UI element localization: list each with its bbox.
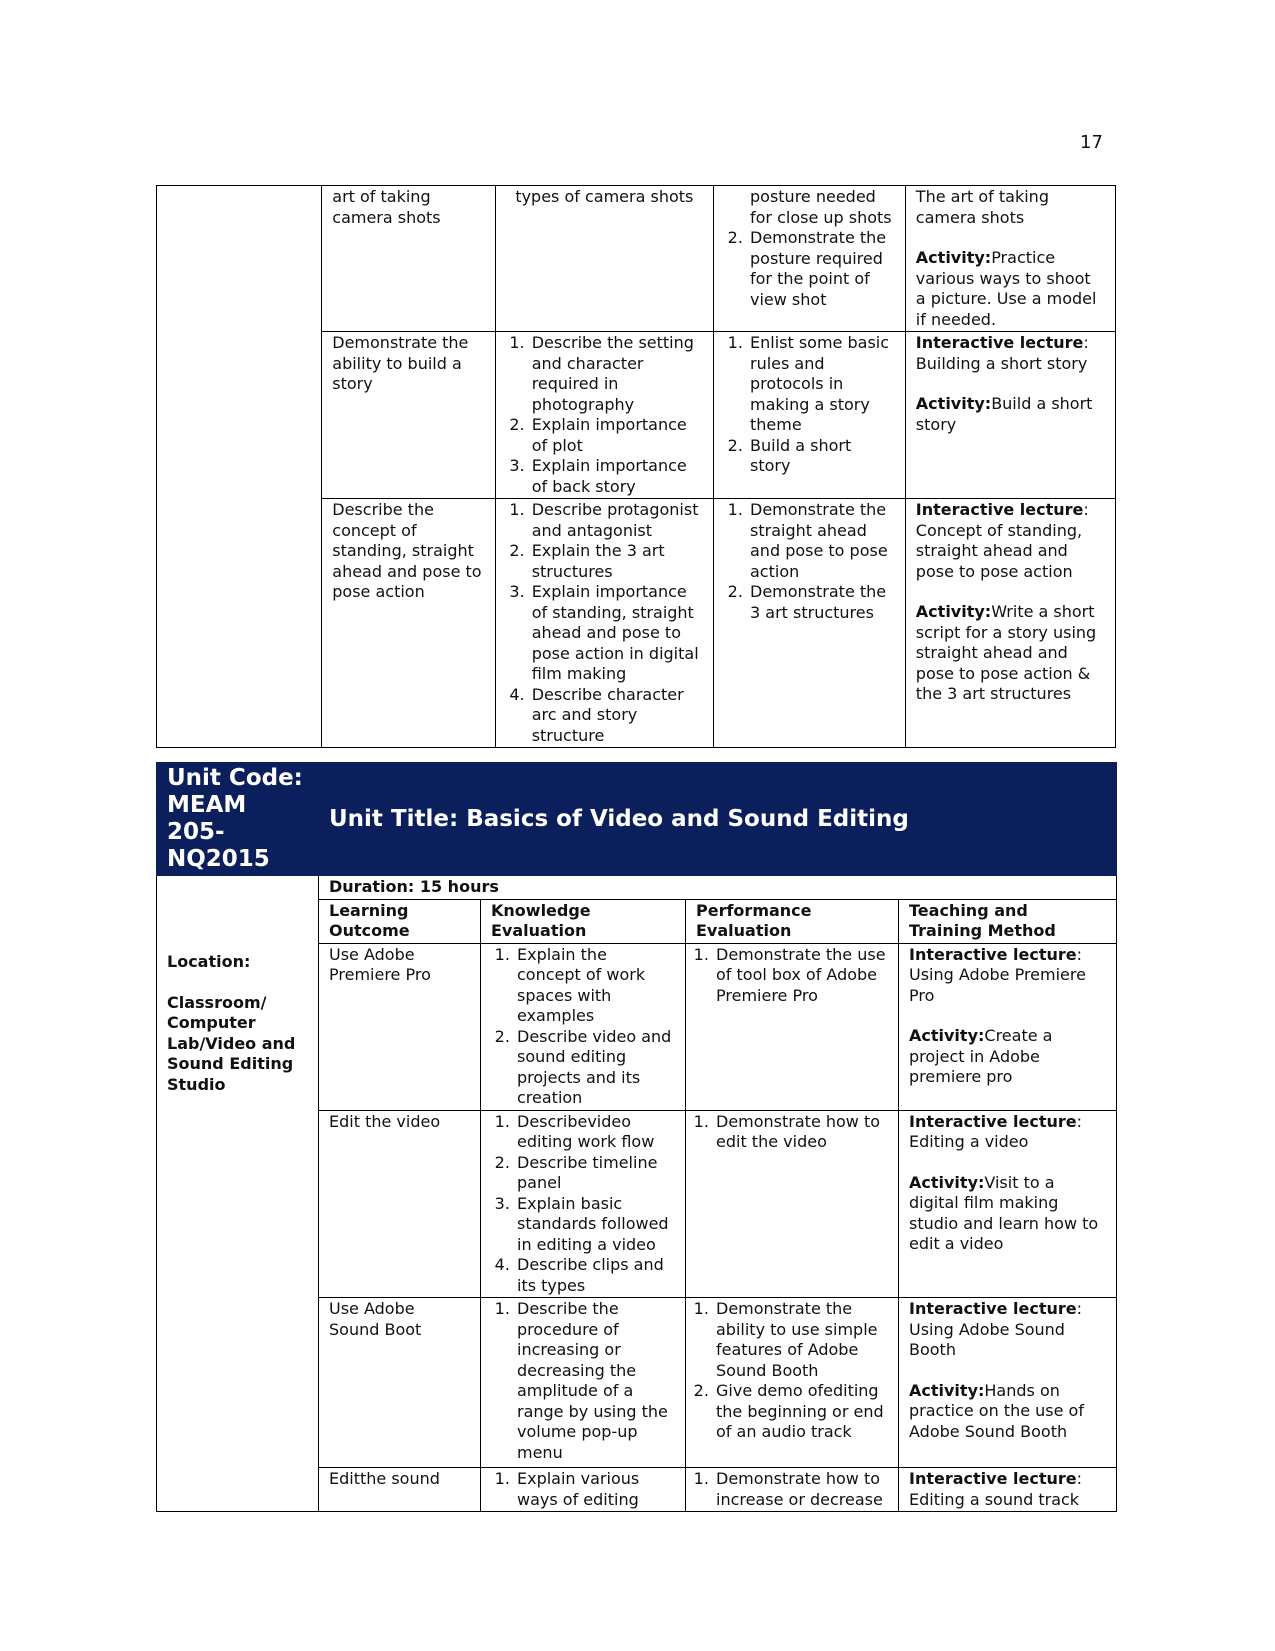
teaching-method xyxy=(899,1298,1117,1468)
performance-evaluation xyxy=(714,499,906,748)
activity-label: Activity: xyxy=(915,602,992,621)
unit-header-row xyxy=(157,763,1117,876)
performance-item: 2. Build a short story xyxy=(748,436,895,477)
method-title-text: Editing a video xyxy=(909,1132,1029,1151)
unit-table xyxy=(156,762,1117,1512)
knowledge-evaluation xyxy=(481,943,686,1110)
knowledge-item: 4. Describe character arc and story structure xyxy=(530,685,703,747)
performance-item: 1. Demonstrate how to increase or decrease xyxy=(714,1469,888,1510)
activity-label: Activity: xyxy=(909,1172,985,1192)
performance-evaluation xyxy=(686,943,899,1110)
activity-label: Activity: xyxy=(909,1380,985,1400)
knowledge-evaluation xyxy=(495,499,713,748)
knowledge-item: 1. Describe the setting and character required in photography xyxy=(530,333,703,415)
knowledge-evaluation xyxy=(495,332,713,499)
learning-outcome: Edit the video xyxy=(319,1110,481,1298)
activity-text: Hands on practice on the use of Adobe Sound Booth xyxy=(909,1380,1084,1441)
performance-evaluation xyxy=(686,1468,899,1512)
learning-outcome: Use Adobe Sound Boot xyxy=(319,1298,481,1468)
header-knowledge-evaluation: Knowledge Evaluation xyxy=(481,899,686,943)
method-title: The art of taking camera shots xyxy=(915,187,1049,227)
method-label: Interactive lecture xyxy=(909,1299,1077,1318)
knowledge-item: 3. Explain importance of back story xyxy=(530,456,703,497)
header-performance-evaluation: Performance Evaluation xyxy=(686,899,899,943)
performance-item: 1. Demonstrate the use of tool box of Adobe Premiere Pro xyxy=(714,945,888,1007)
method-title-text: Using Adobe Premiere Pro xyxy=(909,965,1086,1005)
unit-title: Unit Title: Basics of Video and Sound Editing xyxy=(319,763,1117,876)
performance-evaluation xyxy=(686,1298,899,1468)
performance-item: posture needed for close up shots xyxy=(750,187,892,227)
activity-text: Write a short script for a story using straight ahead and pose to pose action & the 3 art structures xyxy=(915,602,1097,703)
method-label: Interactive lecture xyxy=(915,333,1084,352)
learning-outcome: art of taking camera shots xyxy=(322,186,495,332)
method-title: Interactive lecture: Concept of standing, straight ahead and pose to pose action xyxy=(915,500,1089,581)
curriculum-table-continued xyxy=(156,185,1116,748)
performance-evaluation xyxy=(714,332,906,499)
unit-code: Unit Code: MEAM 205-NQ2015 xyxy=(157,763,319,876)
knowledge-item: 1. Describe protagonist and antagonist xyxy=(530,500,703,541)
method-title: Interactive lecture: Using Adobe Sound Booth xyxy=(909,1299,1082,1359)
activity xyxy=(916,602,1105,705)
activity xyxy=(916,248,1105,330)
performance-evaluation xyxy=(686,1110,899,1298)
blank-location-cell xyxy=(157,186,322,748)
header-teaching-method: Teaching and Training Method xyxy=(899,899,1117,943)
knowledge-evaluation xyxy=(481,1110,686,1298)
knowledge-item: 2. Describe timeline panel xyxy=(515,1153,675,1194)
activity-text: Build a short story xyxy=(915,394,1093,434)
activity xyxy=(909,1173,1106,1255)
method-label: Interactive lecture xyxy=(915,500,1084,519)
knowledge-item: 1. Describe the procedure of increasing or decreasing the amplitude of a range by using the volume pop-up menu xyxy=(515,1299,675,1463)
knowledge-evaluation: types of camera shots xyxy=(495,186,713,332)
activity-label: Activity: xyxy=(915,394,992,413)
duration-row xyxy=(157,876,1117,900)
knowledge-item: 4. Describe clips and its types xyxy=(515,1255,675,1296)
learning-outcome: Editthe sound xyxy=(319,1468,481,1512)
activity-text: Visit to a digital film making studio and learn how to edit a video xyxy=(909,1172,1099,1253)
knowledge-item: 2. Explain the 3 art structures xyxy=(530,541,703,582)
teaching-method xyxy=(905,499,1115,748)
location-label: Location: xyxy=(167,952,251,971)
teaching-method xyxy=(899,1110,1117,1298)
learning-outcome: Use Adobe Premiere Pro xyxy=(319,943,481,1110)
method-title-text: Building a short story xyxy=(915,353,1088,373)
method-title-text: Using Adobe Sound Booth xyxy=(909,1319,1065,1359)
table-row xyxy=(157,186,1116,332)
knowledge-item: 1. Describevideo editing work flow xyxy=(515,1112,675,1153)
knowledge-evaluation xyxy=(481,1298,686,1468)
duration: Duration: 15 hours xyxy=(319,876,1117,900)
method-title: Interactive lecture: Editing a sound track xyxy=(909,1469,1082,1509)
knowledge-item: 2. Describe video and sound editing projects and its creation xyxy=(515,1027,675,1109)
knowledge-item: 2. Explain importance of plot xyxy=(530,415,703,456)
method-label: Interactive lecture xyxy=(909,944,1077,964)
method-label: Interactive lecture xyxy=(909,1469,1077,1488)
knowledge-item: 3. Explain importance of standing, straight ahead and pose to pose action in digital film making xyxy=(530,582,703,685)
performance-item: 1. Demonstrate the straight ahead and pose to pose action xyxy=(748,500,895,582)
location-value: Classroom/ Computer Lab/Video and Sound Editing Studio xyxy=(167,992,296,1094)
performance-item: 1. Demonstrate the ability to use simple features of Adobe Sound Booth xyxy=(714,1299,888,1381)
performance-item: 1. Enlist some basic rules and protocols in making a story theme xyxy=(748,333,895,436)
teaching-method xyxy=(899,1468,1117,1512)
knowledge-item: 1. Explain various ways of editing xyxy=(515,1469,675,1510)
method-label: Interactive lecture xyxy=(909,1111,1077,1131)
learning-outcome: Describe the concept of standing, straight ahead and pose to pose action xyxy=(322,499,495,748)
teaching-method xyxy=(905,186,1115,332)
performance-evaluation xyxy=(714,186,906,332)
knowledge-evaluation xyxy=(481,1468,686,1512)
teaching-method xyxy=(899,943,1117,1110)
performance-item: 2. Demonstrate the posture required for the point of view shot xyxy=(748,228,895,310)
activity-text: Create a project in Adobe premiere pro xyxy=(909,1026,1053,1086)
method-title: Interactive lecture: Building a short story xyxy=(915,333,1089,373)
activity-label: Activity: xyxy=(915,248,992,267)
method-title-text: Concept of standing, straight ahead and pose to pose action xyxy=(915,520,1083,581)
performance-item: 2. Give demo ofediting the beginning or end of an audio track xyxy=(714,1381,888,1443)
teaching-method xyxy=(905,332,1115,499)
location-cell xyxy=(157,876,319,1512)
activity-label: Activity: xyxy=(909,1026,985,1045)
method-title: Interactive lecture: Using Adobe Premiere Pro xyxy=(909,944,1086,1005)
knowledge-item: 1. Explain the concept of work spaces with examples xyxy=(515,945,675,1027)
learning-outcome: Demonstrate the ability to build a story xyxy=(322,332,495,499)
method-title-text: Editing a sound track xyxy=(909,1489,1080,1509)
activity xyxy=(909,1381,1106,1443)
method-title: Interactive lecture: Editing a video xyxy=(909,1111,1082,1151)
activity xyxy=(916,394,1105,435)
performance-item: 2. Demonstrate the 3 art structures xyxy=(748,582,895,623)
performance-item: 1. Demonstrate how to edit the video xyxy=(714,1112,888,1153)
activity xyxy=(909,1026,1106,1088)
header-learning-outcome: Learning Outcome xyxy=(319,899,481,943)
page-number: 17 xyxy=(1080,132,1103,153)
activity-text: Practice various ways to shoot a picture. Use a model if needed. xyxy=(915,248,1097,329)
knowledge-item: 3. Explain basic standards followed in editing a video xyxy=(515,1194,675,1256)
